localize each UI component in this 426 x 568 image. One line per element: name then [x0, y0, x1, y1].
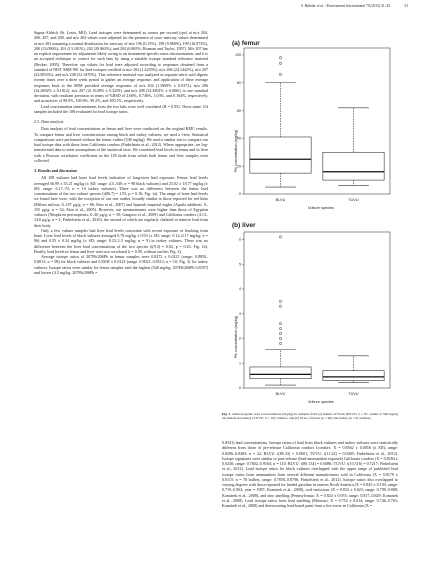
- paragraph-isotope-ratios: Average isotope ratios of 207Pb/206Pb in femur samples were 0.8272 ± 0.0121 (range: 0.8050–0.8813; n = 98) for black vultures and 0.8208 ± 0.0123 (range: 0.8021–0.8513; n = 10; Fig. 3) for turkey vultures. Isotope ratios were similar for femur samples with the highest (540 mg/kg; 207Pb/206Pb 0.8557) and lowest (4.5 mg/kg; 207Pb/206Pb =: [34, 254, 208, 275]
- caption-label: Fig. 1.: [222, 412, 232, 416]
- box-iqr: [323, 371, 384, 381]
- outlier-point: [279, 327, 281, 329]
- outlier-point: [279, 332, 281, 334]
- outlier-point: [279, 305, 281, 307]
- paragraph-isotope-comparison: 0.8341) lead concentrations. Isotope ratios of lead from black vultures and turkey vultures were statistically different from those of pre-release California condors (condors: X = 0.8362 ± 0.0056 (± SD); range: 0.8296–0.8483; n = 22; BLVU: t(86.33) = 0.0001; TUVU: t(11.22) = 0.0409; Finkelstein et al., 2012). Isotope signatures were similar to post-release (lead-ammunition exposed) California condors (X = 0.8284 ± 0.0230; range: 0.7602–0.9164; n = 110; BLVU: t(80.134) = 0.6086; TUVU: t(10.516) = 0.7217; Finkelstein et al., 2012). Lead isotope ratios for black vultures overlapped with the upper range of published lead isotope ratios from ammunition from several different manufacturers sold in California (X = 0.8179 ± 0.0115; n = 76 bullets, range: 0.7858–0.8706; Finkelstein et al., 2012). Isotope ratios also overlapped to varying degrees with those reported for leaded gasoline in eastern North America (X = 0.845 ± 0.103; range: 0.719–0.962; year = 1987; Komárek et al., 2008), coal emissions (X = 0.833 ± 0.023; range: 0.799–0.888; Komárek et al., 2008), and zinc smelting (Pennsylvania: X = 0.824 ± 0.055; range: 0.817–0.829; Komárek et al., 2008). Lead isotope ratios from lead smelting (Missouri, X = 0.752 ± 0.014; range: 0.746–0.763; Komárek et al., 2008) and deteriorating lead-based paint from a fire tower in California (X =: [222, 440, 398, 508]
- section-heading-data-analysis: 2.3. Data analysis: [34, 119, 64, 124]
- category-label: TUVU: [348, 198, 359, 202]
- y-tick-label: 20: [237, 164, 241, 169]
- caption-text: Anthropogenic lead concentrations (mg/kg) in samples from (a) femurs of black (BLVU; n = 97, outlier at 540 mg/kg excluded) and turkey (TUVU; n = 10) vultures, and (b) livers of black (n = 96) and turkey (n = 9) vultures.: [222, 412, 398, 421]
- paragraph-femur-results: All 108 vultures had bone lead levels indicative of long-term lead exposure. Femur lead levels averaged 36.99 ± 55.21 mg/kg (± SD; range: 4.5–540; n = 98 black vultures) and 23.02 ± 18.77 mg/kg (± SD; range: 6.17–70; n = 10 turkey vultures). There was no difference between the femur lead concentrations of the two vulture species (t(86.7) = 1.55, p = 0.16; Fig. 1a). The range of bone lead levels we found here were, with the exception of our one outlier, broadly similar to those reported for red kites (Milvus milvus; 0–187 μg/g; n = 86; Pain et al., 2007) and Spanish imperial eagles (Aquila adalberti; 0–155 μg/g; n = 34; Pain et al., 2005). However, our measurements were higher than those of Egyptian vultures (Neophron percnopterus; 0–30 μg/g; n = 39; Gangoso et al., 2009) and California condors (4.13–14.6 μg/g; n = 2; Finkelstein et al., 2010), the second of which are regularly chelated to remove lead from their body.: [34, 175, 208, 228]
- figure-panel-femur: [222, 34, 398, 214]
- category-label: BLVU: [275, 198, 286, 202]
- panel-b-ylabel: Pb concentration (mg/kg): [234, 315, 238, 358]
- left-column: [34, 30, 208, 275]
- y-tick-label: 0: [239, 386, 241, 391]
- outlier-point: [279, 73, 281, 75]
- y-tick-label: 60: [237, 108, 241, 113]
- y-tick-label: 6: [239, 237, 241, 242]
- paragraph-methods-isotopes: Sigma-Aldrich (St. Louis, MO). Lead isotopes were determined as counts per second (cps) at m/z 204, 206, 207, and 208, and m/z 204 values were adjusted for the presence of trace mercury values determined at m/z 202 assuming a normal distribution for mercury of m/z 196 (0.15%), 198 (9.968%), 199 (16.873%), 200 (23.096%), 201 (13.181%), 202 (29.863%), and 204 (6.865%; Rosman and Taylor, 1997). M/z 207 has an explicit requirement for adjustment likely owing to an instrument-specific mass discrimination, and it is an accepted technique to correct for such bias by using a suitable isotope standard reference material (Becker, 2005). Therefore cps values for lead were adjusted according to responses obtained from a standard of NIST SRM 981 for lead isotopes certified at m/z 204 (1.4255%), m/z 206 (24.1442%), m/z 207 (22.0833%), and m/z 208 (52.3470%). This reference material was analyzed in separate nitric acid digests twenty times over a three week period to gather an average response, and application of these average responses back to the SRM provided average responses of m/z 204 (1.3968% ± 0.0372), m/z 206 (24.2802% ± 0.1812), m/z 207 (21.9149% ± 0.2259), and m/z 208 (52.4801% ± 0.0861) to one standard deviation, with resultant precision in terms of %RSD of 2.66%, 0.746%, 1.03%, and 0.164%, respectively, and accuracies of 98.0%, 100.6%, 99.2%, and 100.1%, respectively.: [34, 30, 208, 104]
- category-label: BLVU: [275, 392, 286, 396]
- paragraph-data-analysis: Data analysis of lead concentrations in femur and liver were conducted on the original REIC results. To compare femur and liver concentrations among black and turkey vultures, we used a t-test. Statistical comparisons were performed without the femur outlier (540 mg/kg). We used a similar test to compare our lead isotope data with those from California condors (Finkelstein et al., 2012). Where appropriate, we log-transformed data to meet assumptions of the statistical tests. We correlated lead levels in femur and in liver with a Pearson correlation coefficient on the 105 birds from which both femur and liver samples were collected.: [34, 126, 208, 163]
- paragraph-lead-correlation: Lead concentration measurements from the two labs were well correlated (R = 0.95). These same 114 samples included the 108 evaluated for lead isotope ratios.: [34, 103, 208, 114]
- outlier-point: [279, 57, 281, 59]
- figure-panel-liver: [222, 218, 398, 408]
- y-tick-label: 2: [239, 336, 241, 341]
- femur-boxplot: [222, 34, 398, 214]
- y-tick-label: 80: [237, 80, 241, 85]
- section-heading-results: 3. Results and discussion: [34, 168, 77, 173]
- liver-boxplot: [222, 218, 398, 408]
- page-number: 53: [404, 4, 408, 8]
- y-tick-label: 3: [239, 311, 241, 316]
- outlier-point: [279, 62, 281, 64]
- journal-citation: S. Behmke et al. / Environment International 79 (2015) 51–55: [301, 4, 390, 8]
- outlier-point: [279, 322, 281, 324]
- outlier-point: [279, 236, 281, 238]
- y-tick-label: 0: [239, 192, 241, 197]
- outlier-point: [279, 337, 281, 339]
- outlier-point: [279, 342, 281, 344]
- y-tick-label: 40: [237, 136, 241, 141]
- outlier-point: [279, 300, 281, 302]
- category-label: TUVU: [348, 392, 359, 396]
- box-iqr: [323, 152, 384, 180]
- paragraph-liver-results: Only a few vulture samples had liver lead levels consistent with recent exposure or leaching from bone. Liver lead levels of black vultures averaged 0.78 mg/kg ± 0.93 (± SD; range: 0.12–6.17 mg/kg; n = 96) and 0.55 ± 0.34 mg/kg (± SD; range: 0.23–1.3 mg/kg; n = 9) in turkey vultures. There was no difference between the liver lead concentrations of the two species (t(9.3) = 0.82, p = 0.43; Fig. 1b). Finally, lead levels in femur and liver were not correlated (r = 0.09, without outlier; Fig. 2).: [34, 227, 208, 254]
- box-iqr: [250, 367, 311, 379]
- panel-b-xlabel: Vulture species: [308, 400, 334, 404]
- y-tick-label: 4: [239, 287, 241, 292]
- figure-caption: [222, 412, 398, 421]
- panel-a-xlabel: Vulture species: [308, 206, 334, 210]
- running-header: [0, 4, 426, 12]
- plot-frame: [244, 232, 390, 388]
- box-iqr: [250, 137, 311, 173]
- panel-b-label: (b) liver: [232, 222, 256, 229]
- y-tick-label: 1: [239, 361, 241, 366]
- panel-a-ylabel: Pb concentration (mg/kg): [234, 129, 238, 172]
- y-tick-label: 100: [235, 53, 241, 58]
- panel-a-label: (a) femur: [232, 40, 260, 47]
- right-column: [222, 440, 398, 508]
- y-tick-label: 5: [239, 262, 241, 267]
